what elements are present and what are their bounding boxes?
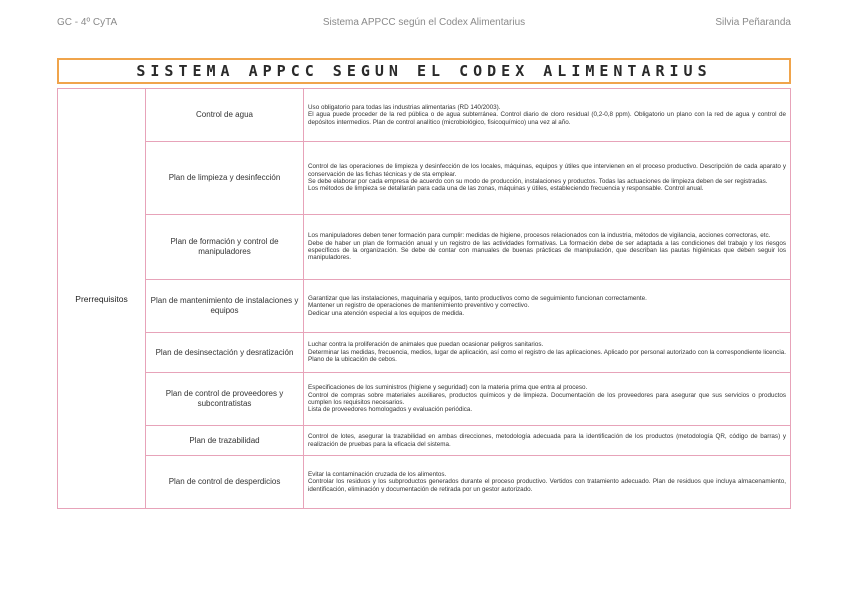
header-center: Sistema APPCC según el Codex Alimentarius [322,17,526,28]
description-line: Mantener un registro de operaciones de mantenimiento preventivo y correctivo. [308,302,530,310]
plan-description [304,215,791,280]
table-row [58,426,791,456]
description-line: Control de lotes, asegurar la trazabilidad en ambas direcciones, metodología adecuada para la identificación de los productos (metodología QR, código de barras) y realización de pruebas para la eficacia del sistema. [308,433,786,448]
description-line: Lista de proveedores homologados y evaluación periódica. [308,406,473,414]
table-row [58,142,791,215]
plan-name: Control de agua [146,89,304,142]
plan-name: Plan de mantenimiento de instalaciones y equipos [146,280,304,333]
header-right: Silvia Peñaranda [715,17,791,28]
document-title: SISTEMA APPCC SEGUN EL CODEX ALIMENTARIUS [57,58,791,84]
page-header [57,17,791,31]
plan-description [304,456,791,509]
description-line: Controlar los residuos y los subproductos generados durante el proceso productivo. Vertidos con tratamiento adecuado. Plan de residuos que incluya almacenamiento, identificación, eliminación y documentación de retirada por un gestor autorizado. [308,478,786,493]
plan-description [304,142,791,215]
header-left: GC - 4º CyTA [57,17,118,28]
table-row [58,456,791,509]
plan-name: Plan de desinsectación y desratización [146,333,304,373]
description-line: Debe de haber un plan de formación anual y un registro de las actividades formativas. La formación debe de ser adaptada a las condiciones del trabajo y los riesgos específicos de la organización. Se debe de contar con manuales de buenas prácticas de manipulación, que describan las pautas higiénicas que deben seguir los manipuladores. [308,239,786,262]
description-line: Uso obligatorio para todas las industrias alimentarias (RD 140/2003). [308,103,501,111]
description-line: Los métodos de limpieza se detallarán para cada una de las zonas, máquinas y útiles, estableciendo frecuencia y responsable. Control anual. [308,185,704,193]
table-row [58,215,791,280]
description-line: Determinar las medidas, frecuencia, medios, lugar de aplicación, así como el registro de las aplicaciones. Aplicado por personal autorizado con la correspondiente licencia. Plano de la ubicación de cebos. [308,348,786,364]
plan-description [304,280,791,333]
table-row [58,89,791,142]
plan-description [304,89,791,142]
table-row [58,373,791,426]
description-line: Garantizar que las instalaciones, maquinaria y equipos, tanto productivos como de seguimiento funcionan correctamente. [308,294,647,302]
description-line: Control de las operaciones de limpieza y desinfección de los locales, máquinas, equipos y útiles que intervienen en el proceso productivo. Descripción de cada aparato y conservación de las fichas técnicas y de sta emplear. [308,163,786,178]
plan-name: Plan de trazabilidad [146,426,304,456]
plan-name: Plan de limpieza y desinfección [146,142,304,215]
description-line: Control de compras sobre materiales auxiliares, productos químicos y de limpieza. Documentación de los proveedores para asegurar que sus servicios o productos cumplen los requisitos necesarios. [308,391,786,406]
table-row [58,280,791,333]
description-line: Especificaciones de los suministros (higiene y seguridad) con la materia prima que entra al proceso. [308,384,588,392]
plan-description [304,373,791,426]
plan-name: Plan de formación y control de manipuladores [146,215,304,280]
description-line: Evitar la contaminación cruzada de los alimentos. [308,470,447,478]
prerequisites-table [57,88,791,509]
category-label: Prerrequisitos [58,89,146,509]
plan-name: Plan de control de desperdicios [146,456,304,509]
plan-description [304,333,791,373]
plan-description [304,426,791,456]
description-line: Se debe elaborar por cada empresa de acuerdo con su modo de producción, instalaciones y productos. Todas las actuaciones de limpieza deben de ser registradas. [308,178,768,185]
description-line: Luchar contra la proliferación de animales que puedan ocasionar peligros sanitarios. [308,341,544,349]
description-line: Dedicar una atención especial a los equipos de medida. [308,309,465,317]
description-line: Los manipuladores deben tener formación para cumplir: medidas de higiene, procesos relacionados con la industria, métodos de vigilancia, acciones correctoras, etc. [308,232,771,240]
plan-name: Plan de control de proveedores y subcontratistas [146,373,304,426]
table-row [58,333,791,373]
description-line: El agua puede proceder de la red pública o de agua subterránea. Control diario de cloro residual (0,2-0,8 ppm). Obligatorio un plano con la red de agua y control de depósitos intermedios. Plan de control analítico (microbiológico, fisicoquímico) una vez al año. [308,111,786,126]
